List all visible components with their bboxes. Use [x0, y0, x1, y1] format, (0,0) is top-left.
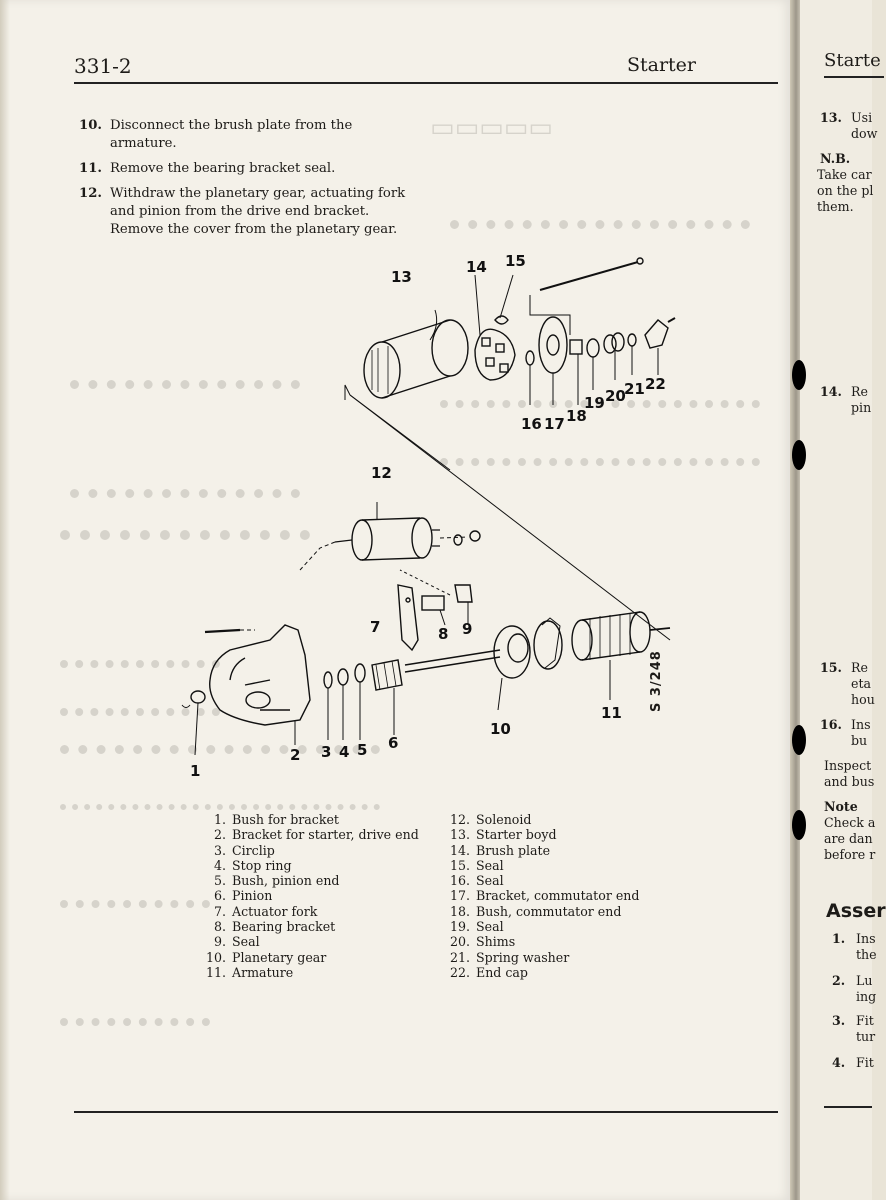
right-text: Check a — [824, 815, 876, 830]
right-text: ing — [856, 989, 877, 1004]
callout-10: 10 — [490, 720, 511, 738]
step-number: 3. — [832, 1013, 846, 1028]
legend-label: End cap — [476, 964, 528, 980]
assembly-step-4 — [832, 1055, 845, 1071]
callout-22: 22 — [645, 375, 666, 393]
right-text: Inspect — [824, 758, 872, 773]
legend-num: 4. — [213, 857, 226, 873]
legend-item — [444, 904, 639, 919]
right-page-header: Starte — [824, 50, 881, 71]
legend-item — [444, 965, 639, 980]
legend-num: 18. — [449, 903, 470, 919]
callout-17: 17 — [544, 415, 565, 433]
legend-label: Stop ring — [232, 857, 292, 873]
legend-num: 10. — [205, 949, 226, 965]
callout-9: 9 — [462, 620, 473, 638]
callout-14: 14 — [466, 258, 487, 276]
right-text: Ins — [856, 931, 876, 946]
page-number: 331-2 — [74, 54, 132, 78]
assembly-step-3 — [832, 1013, 845, 1029]
legend-item — [200, 873, 419, 888]
right-text: and bus — [824, 774, 875, 789]
legend-num: 17. — [449, 888, 470, 904]
figure-reference — [649, 650, 664, 712]
legend-label: Pinion — [232, 888, 273, 904]
section-title: Starter — [626, 54, 696, 76]
right-text: Re — [851, 660, 868, 675]
callout-18: 18 — [566, 407, 587, 425]
right-text: the — [856, 947, 877, 962]
callout-19: 19 — [584, 394, 605, 412]
right-page-rule — [824, 76, 884, 78]
callout-20: 20 — [605, 387, 626, 405]
legend-item — [444, 873, 639, 888]
legend-label: Bearing bracket — [232, 919, 336, 935]
header-rule — [74, 82, 778, 84]
legend-label: Spring washer — [476, 949, 570, 965]
legend-label: Brush plate — [476, 842, 551, 858]
legend-label: Bracket for starter, drive end — [232, 827, 419, 843]
legend-num: 19. — [449, 919, 470, 935]
right-step-13 — [820, 110, 842, 126]
right-text: on the pl — [817, 183, 874, 198]
right-nb-label: N.B. — [820, 151, 851, 166]
binder-hole — [792, 725, 806, 755]
legend-num: 14. — [449, 842, 470, 858]
step-number: 14. — [820, 384, 842, 399]
right-text: Fit — [856, 1055, 874, 1070]
legend-right — [444, 812, 639, 980]
right-text: pin — [851, 400, 872, 415]
legend-num: 13. — [449, 827, 470, 843]
step-number: 11. — [79, 161, 102, 176]
legend-item — [444, 812, 639, 827]
legend-item — [200, 888, 419, 903]
legend-item — [200, 827, 419, 842]
assembly-step-2 — [832, 973, 845, 989]
legend-num: 6. — [213, 888, 226, 904]
right-text: before r — [824, 847, 876, 862]
callout-6: 6 — [388, 734, 399, 752]
right-step-14 — [820, 384, 842, 400]
callout-16: 16 — [521, 415, 542, 433]
callout-1: 1 — [190, 762, 201, 780]
step-number: 2. — [832, 973, 846, 988]
binder-hole — [792, 440, 806, 470]
callout-15: 15 — [505, 252, 526, 270]
legend-label: Shims — [476, 934, 516, 950]
step-12 — [72, 185, 412, 239]
step-number: 10. — [79, 118, 102, 133]
right-step-16 — [820, 717, 842, 733]
callout-13: 13 — [391, 268, 412, 286]
legend-item — [200, 812, 419, 827]
legend-label: Seal — [476, 857, 504, 873]
legend-label: Seal — [476, 873, 504, 889]
callout-4: 4 — [339, 743, 350, 761]
legend-label: Circlip — [232, 842, 275, 858]
right-text: hou — [851, 692, 875, 707]
right-note-label: Note — [824, 799, 858, 814]
right-text: them. — [817, 199, 854, 214]
legend-num: 2. — [213, 827, 226, 843]
legend-num: 5. — [213, 873, 226, 889]
step-number: 16. — [820, 717, 842, 732]
right-text: dow — [851, 126, 878, 141]
legend-left — [200, 812, 419, 980]
legend-num: 9. — [213, 934, 226, 950]
callout-11: 11 — [601, 704, 622, 722]
legend-label: Armature — [232, 964, 294, 980]
figure-reference-text: S 3/248 — [649, 650, 664, 712]
right-step-15 — [820, 660, 842, 676]
right-text: Lu — [856, 973, 873, 988]
binder-hole — [792, 360, 806, 390]
legend-item — [444, 888, 639, 903]
legend-num: 7. — [213, 903, 226, 919]
right-text: bu — [851, 733, 868, 748]
legend-item — [444, 934, 639, 949]
callout-3: 3 — [321, 743, 332, 761]
legend-label: Seal — [232, 934, 260, 950]
legend-num: 16. — [449, 873, 470, 889]
step-text: Withdraw the planetary gear, actuating fork and pinion from the drive end bracket. Remove the cover from the planetary gear. — [110, 186, 406, 237]
callout-12: 12 — [371, 464, 392, 482]
legend-num: 8. — [213, 919, 226, 935]
legend-item — [444, 858, 639, 873]
footer-rule — [74, 1111, 778, 1113]
legend-item — [200, 934, 419, 949]
legend-num: 15. — [449, 857, 470, 873]
legend-num: 3. — [213, 842, 226, 858]
step-number: 13. — [820, 110, 842, 125]
step-11 — [72, 160, 412, 178]
exploded-view-diagram — [150, 240, 690, 810]
assembly-step-1 — [832, 931, 845, 947]
right-text: Re — [851, 384, 868, 399]
legend-item — [200, 904, 419, 919]
binder-hole — [792, 810, 806, 840]
legend-label: Planetary gear — [232, 949, 327, 965]
callout-8: 8 — [438, 625, 449, 643]
step-number: 4. — [832, 1055, 846, 1070]
legend-label: Bush, commutator end — [476, 903, 622, 919]
right-text: Fit — [856, 1013, 874, 1028]
legend-item — [200, 843, 419, 858]
legend-num: 20. — [449, 934, 470, 950]
scan-edge — [0, 0, 10, 1200]
assembly-heading: Asser — [826, 900, 886, 922]
step-10 — [72, 117, 412, 153]
procedure-steps — [72, 117, 412, 246]
right-footer-rule — [824, 1106, 872, 1108]
callout-5: 5 — [357, 741, 368, 759]
legend-item — [200, 950, 419, 965]
legend-item — [444, 950, 639, 965]
step-number: 1. — [832, 931, 846, 946]
legend-item — [200, 919, 419, 934]
legend-item — [444, 827, 639, 842]
step-number: 15. — [820, 660, 842, 675]
step-text: Disconnect the brush plate from the armature. — [110, 118, 353, 151]
legend-label: Starter boyd — [476, 827, 557, 843]
legend-label: Actuator fork — [232, 903, 318, 919]
legend-item — [200, 858, 419, 873]
legend-num: 12. — [449, 812, 470, 827]
callout-2: 2 — [290, 746, 301, 764]
callout-7: 7 — [370, 618, 381, 636]
legend-label: Bush for bracket — [232, 812, 339, 827]
legend-label: Bush, pinion end — [232, 873, 340, 889]
legend-item — [444, 919, 639, 934]
legend-label: Bracket, commutator end — [476, 888, 640, 904]
legend-item — [444, 843, 639, 858]
legend-num: 11. — [205, 964, 226, 980]
right-text: Take car — [817, 167, 872, 182]
callout-21: 21 — [624, 380, 645, 398]
legend-num: 1. — [213, 812, 226, 827]
right-text: eta — [851, 676, 872, 691]
right-text: Ins — [851, 717, 871, 732]
legend-item — [200, 965, 419, 980]
right-text: Usi — [851, 110, 873, 125]
right-text: are dan — [824, 831, 873, 846]
legend-num: 22. — [449, 964, 470, 980]
step-number: 12. — [79, 186, 102, 201]
right-text: tur — [856, 1029, 876, 1044]
legend-label: Seal — [476, 919, 504, 935]
legend-label: Solenoid — [476, 812, 532, 827]
starter-exploded-drawing — [150, 240, 690, 810]
legend-num: 21. — [449, 949, 470, 965]
step-text: Remove the bearing bracket seal. — [110, 161, 336, 176]
bleed-text: ▭▭▭▭▭ — [430, 113, 553, 143]
bleed-text — [60, 900, 210, 1026]
